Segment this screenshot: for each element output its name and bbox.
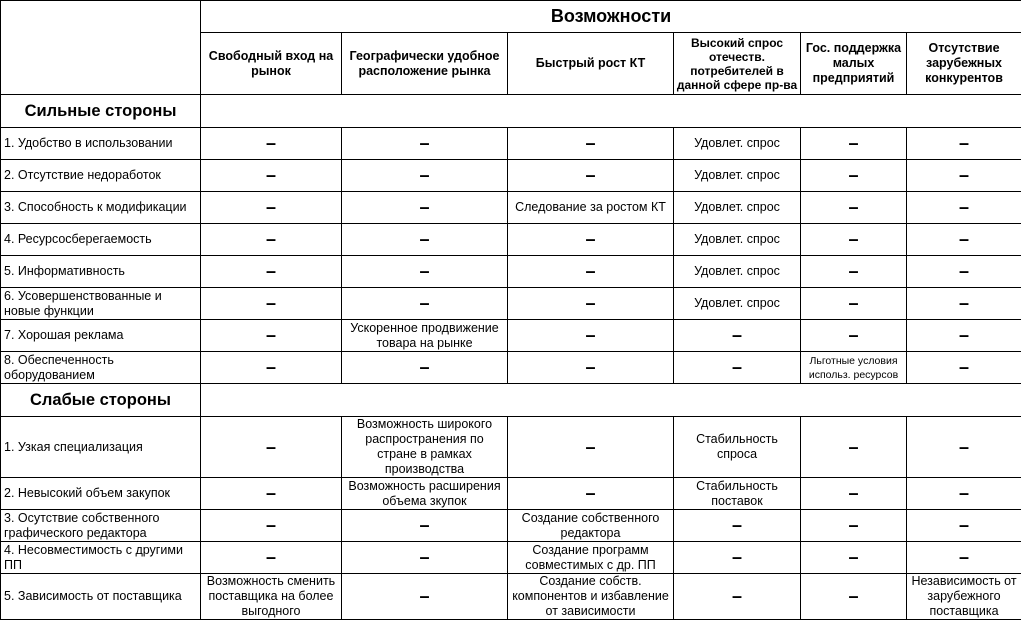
table-cell[interactable]: Удовлет. спрос — [674, 256, 801, 288]
opportunities-title[interactable]: Возможности — [201, 1, 1021, 33]
dash-cell[interactable]: – — [342, 192, 508, 224]
table-cell[interactable]: Удовлет. спрос — [674, 160, 801, 192]
table-cell[interactable]: Возможность сменить поставщика на более выгодного — [201, 574, 342, 620]
dash-cell[interactable]: – — [342, 542, 508, 574]
dash-cell[interactable]: – — [201, 320, 342, 352]
dash-cell[interactable]: – — [674, 320, 801, 352]
dash-cell[interactable]: – — [342, 288, 508, 320]
column-header-free-entry[interactable]: Свободный вход на рынок — [201, 33, 342, 95]
table-cell[interactable]: Независимость от зарубежного поставщика — [907, 574, 1021, 620]
table-cell[interactable]: Стабильность поставок — [674, 478, 801, 510]
dash-cell[interactable]: – — [342, 224, 508, 256]
dash-cell[interactable]: – — [907, 542, 1021, 574]
dash-cell[interactable]: – — [801, 160, 907, 192]
dash-cell[interactable]: – — [508, 478, 674, 510]
dash-cell[interactable]: – — [508, 417, 674, 478]
table-cell[interactable]: Создание собственного редактора — [508, 510, 674, 542]
table-row — [1, 256, 1021, 288]
dash-cell[interactable]: – — [508, 352, 674, 384]
dash-cell[interactable]: – — [907, 256, 1021, 288]
row-label-cell[interactable]: 3. Способность к модификации — [1, 192, 201, 224]
row-label-cell[interactable]: 1. Удобство в использовании — [1, 128, 201, 160]
section-title[interactable]: Слабые стороны — [1, 384, 201, 417]
table-row — [1, 288, 1021, 320]
row-label-cell[interactable]: 6. Усовершенствованные и новые функции — [1, 288, 201, 320]
table-cell[interactable]: Стабильность спроса — [674, 417, 801, 478]
column-header-ct-growth[interactable]: Быстрый рост КТ — [508, 33, 674, 95]
dash-cell[interactable]: – — [508, 320, 674, 352]
row-label-cell[interactable]: 8. Обеспеченность оборудованием — [1, 352, 201, 384]
dash-cell[interactable]: – — [201, 256, 342, 288]
table-cell[interactable]: Следование за ростом КТ — [508, 192, 674, 224]
table-row — [1, 542, 1021, 574]
section-filler-cell[interactable] — [201, 384, 1021, 417]
dash-cell[interactable]: – — [201, 224, 342, 256]
row-label-cell[interactable]: 2. Отсутствие недоработок — [1, 160, 201, 192]
dash-cell[interactable]: – — [907, 510, 1021, 542]
table-cell[interactable]: Возможность широкого распространения по стране в рамках производства — [342, 417, 508, 478]
table-row — [1, 574, 1021, 620]
dash-cell[interactable]: – — [801, 288, 907, 320]
dash-cell[interactable]: – — [201, 192, 342, 224]
table-cell[interactable]: Создание собств. компонентов и избавление от зависимости — [508, 574, 674, 620]
dash-cell[interactable]: – — [201, 478, 342, 510]
dash-cell[interactable]: – — [342, 160, 508, 192]
dash-cell[interactable]: – — [342, 128, 508, 160]
dash-cell[interactable]: – — [674, 510, 801, 542]
dash-cell[interactable]: – — [907, 128, 1021, 160]
table-cell[interactable]: Льготные условия использ. ресурсов — [801, 352, 907, 384]
dash-cell[interactable]: – — [801, 256, 907, 288]
dash-cell[interactable]: – — [801, 478, 907, 510]
dash-cell[interactable]: – — [674, 352, 801, 384]
table-cell[interactable]: Ускоренное продвижение товара на рынке — [342, 320, 508, 352]
column-header-no-foreign-competitors[interactable]: Отсутствие зарубежных конкурентов — [907, 33, 1021, 95]
dash-cell[interactable]: – — [801, 417, 907, 478]
dash-cell[interactable]: – — [201, 352, 342, 384]
dash-cell[interactable]: – — [201, 160, 342, 192]
dash-cell[interactable]: – — [508, 128, 674, 160]
dash-cell[interactable]: – — [342, 256, 508, 288]
dash-cell[interactable]: – — [508, 224, 674, 256]
dash-cell[interactable]: – — [907, 352, 1021, 384]
dash-cell[interactable]: – — [801, 510, 907, 542]
table-row — [1, 192, 1021, 224]
table-row — [1, 128, 1021, 160]
dash-cell[interactable]: – — [508, 256, 674, 288]
row-label-cell[interactable]: 1. Узкая специализация — [1, 417, 201, 478]
section-row — [1, 384, 1021, 417]
table-row — [1, 478, 1021, 510]
row-label-cell[interactable]: 5. Информативность — [1, 256, 201, 288]
dash-cell[interactable]: – — [907, 417, 1021, 478]
table-cell[interactable]: Удовлет. спрос — [674, 224, 801, 256]
dash-cell[interactable]: – — [508, 160, 674, 192]
table-cell[interactable]: Удовлет. спрос — [674, 288, 801, 320]
dash-cell[interactable]: – — [201, 417, 342, 478]
dash-cell[interactable]: – — [508, 288, 674, 320]
table-row — [1, 224, 1021, 256]
column-header-state-support[interactable]: Гос. поддержка малых предприятий — [801, 33, 907, 95]
table-row — [1, 160, 1021, 192]
table-cell[interactable]: Удовлет. спрос — [674, 192, 801, 224]
table-cell[interactable]: Создание программ совместимых с др. ПП — [508, 542, 674, 574]
table-row — [1, 417, 1021, 478]
dash-cell[interactable]: – — [342, 352, 508, 384]
dash-cell[interactable]: – — [201, 542, 342, 574]
dash-cell[interactable]: – — [201, 128, 342, 160]
dash-cell[interactable]: – — [907, 320, 1021, 352]
table-row — [1, 352, 1021, 384]
row-label-cell[interactable]: 4. Ресурсосберегаемость — [1, 224, 201, 256]
column-header-domestic-demand[interactable]: Высокий спрос отечеств. потребителей в данной сфере пр-ва — [674, 33, 801, 95]
dash-cell[interactable]: – — [907, 478, 1021, 510]
row-label-cell[interactable]: 4. Несовместимость с другими ПП — [1, 542, 201, 574]
dash-cell[interactable]: – — [801, 128, 907, 160]
table-cell[interactable]: Возможность расширения объема зкупок — [342, 478, 508, 510]
row-label-cell[interactable]: 2. Невысокий объем закупок — [1, 478, 201, 510]
column-header-geography[interactable]: Географически удобное расположение рынка — [342, 33, 508, 95]
dash-cell[interactable]: – — [907, 192, 1021, 224]
table-row — [1, 320, 1021, 352]
dash-cell[interactable]: – — [801, 192, 907, 224]
dash-cell[interactable]: – — [801, 224, 907, 256]
table-cell[interactable]: Удовлет. спрос — [674, 128, 801, 160]
dash-cell[interactable]: – — [907, 288, 1021, 320]
dash-cell[interactable]: – — [907, 160, 1021, 192]
dash-cell[interactable]: – — [342, 510, 508, 542]
dash-cell[interactable]: – — [342, 574, 508, 620]
dash-cell[interactable]: – — [907, 224, 1021, 256]
dash-cell[interactable]: – — [201, 510, 342, 542]
dash-cell[interactable]: – — [801, 574, 907, 620]
section-title[interactable]: Сильные стороны — [1, 95, 201, 128]
section-row — [1, 95, 1021, 128]
dash-cell[interactable]: – — [674, 542, 801, 574]
dash-cell[interactable]: – — [801, 320, 907, 352]
section-filler-cell[interactable] — [201, 95, 1021, 128]
corner-cell[interactable] — [1, 1, 201, 95]
row-label-cell[interactable]: 3. Осутствие собственного графического редактора — [1, 510, 201, 542]
table-row — [1, 510, 1021, 542]
dash-cell[interactable]: – — [801, 542, 907, 574]
swot-table-body — [1, 95, 1021, 620]
row-label-cell[interactable]: 5. Зависимость от поставщика — [1, 574, 201, 620]
dash-cell[interactable]: – — [201, 288, 342, 320]
row-label-cell[interactable]: 7. Хорошая реклама — [1, 320, 201, 352]
dash-cell[interactable]: – — [674, 574, 801, 620]
